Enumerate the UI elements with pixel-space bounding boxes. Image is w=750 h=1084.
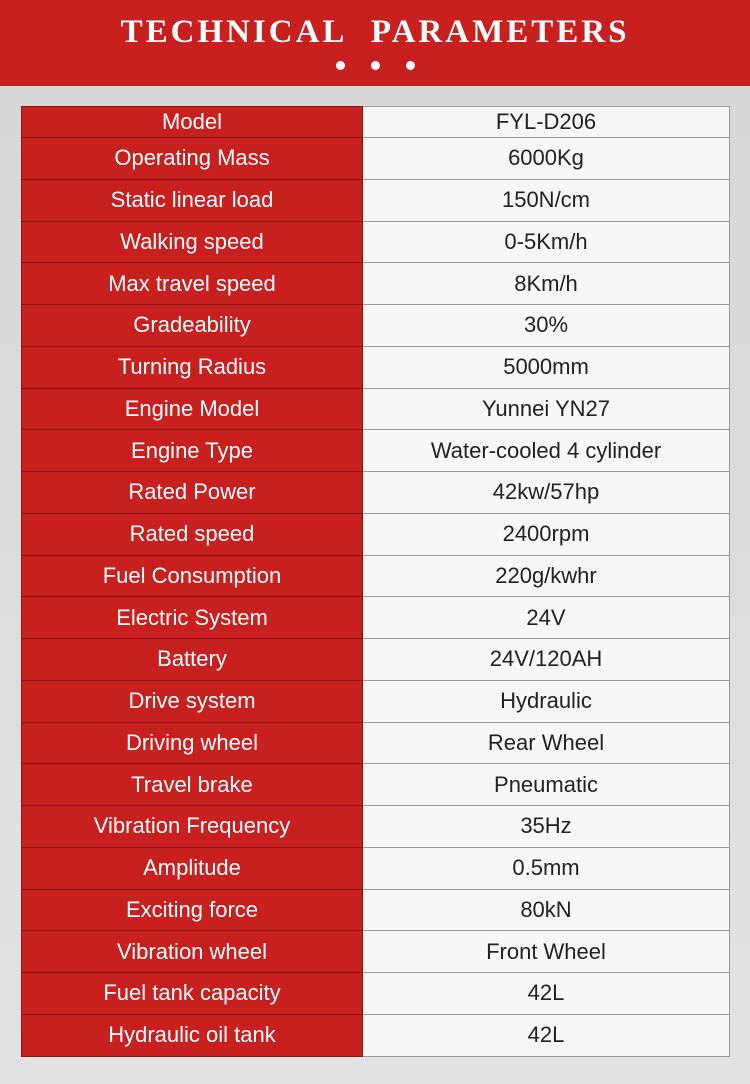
- spec-label: Exciting force: [22, 889, 363, 931]
- spec-value: FYL-D206: [363, 107, 730, 138]
- spec-value: 24V: [363, 597, 730, 639]
- spec-value: Hydraulic: [363, 680, 730, 722]
- spec-label: Amplitude: [22, 847, 363, 889]
- dot-icon: [371, 61, 380, 70]
- spec-label: Fuel tank capacity: [22, 973, 363, 1015]
- page-title: TECHNICAL PARAMETERS: [120, 14, 630, 50]
- spec-label: Turning Radius: [22, 346, 363, 388]
- spec-value: 24V/120AH: [363, 639, 730, 681]
- spec-value: Water-cooled 4 cylinder: [363, 430, 730, 472]
- spec-label: Vibration wheel: [22, 931, 363, 973]
- spec-label: Vibration Frequency: [22, 806, 363, 848]
- spec-value: 2400rpm: [363, 513, 730, 555]
- table-row: [22, 597, 730, 639]
- dot-icon: [336, 61, 345, 70]
- table-row: [22, 764, 730, 806]
- spec-label: Engine Model: [22, 388, 363, 430]
- spec-label: Static linear load: [22, 179, 363, 221]
- spec-label: Max travel speed: [22, 263, 363, 305]
- spec-table: [21, 106, 730, 1057]
- table-row: [22, 138, 730, 180]
- spec-label: Rated speed: [22, 513, 363, 555]
- spec-value: 80kN: [363, 889, 730, 931]
- table-row: [22, 346, 730, 388]
- spec-label: Operating Mass: [22, 138, 363, 180]
- table-row: [22, 973, 730, 1015]
- table-row: [22, 179, 730, 221]
- table-row: [22, 107, 730, 138]
- spec-value: Pneumatic: [363, 764, 730, 806]
- table-row: [22, 931, 730, 973]
- table-row: [22, 305, 730, 347]
- table-row: [22, 263, 730, 305]
- spec-value: 8Km/h: [363, 263, 730, 305]
- spec-label: Electric System: [22, 597, 363, 639]
- spec-label: Travel brake: [22, 764, 363, 806]
- header-banner: [0, 0, 750, 86]
- spec-value: 0.5mm: [363, 847, 730, 889]
- table-row: [22, 847, 730, 889]
- spec-value: 42L: [363, 1014, 730, 1056]
- spec-value: 6000Kg: [363, 138, 730, 180]
- table-row: [22, 1014, 730, 1056]
- table-row: [22, 430, 730, 472]
- decorative-dots: [0, 61, 750, 70]
- spec-value: 42kw/57hp: [363, 472, 730, 514]
- spec-value: 35Hz: [363, 806, 730, 848]
- table-row: [22, 472, 730, 514]
- spec-label: Gradeability: [22, 305, 363, 347]
- spec-value: Yunnei YN27: [363, 388, 730, 430]
- table-row: [22, 388, 730, 430]
- spec-value: 42L: [363, 973, 730, 1015]
- table-row: [22, 513, 730, 555]
- table-row: [22, 722, 730, 764]
- spec-value: Front Wheel: [363, 931, 730, 973]
- spec-label: Fuel Consumption: [22, 555, 363, 597]
- spec-label: Rated Power: [22, 472, 363, 514]
- spec-value: 220g/kwhr: [363, 555, 730, 597]
- spec-label: Drive system: [22, 680, 363, 722]
- spec-label: Driving wheel: [22, 722, 363, 764]
- dot-icon: [406, 61, 415, 70]
- spec-value: 150N/cm: [363, 179, 730, 221]
- table-row: [22, 639, 730, 681]
- table-row: [22, 555, 730, 597]
- spec-label: Engine Type: [22, 430, 363, 472]
- spec-label: Hydraulic oil tank: [22, 1014, 363, 1056]
- spec-value: 0-5Km/h: [363, 221, 730, 263]
- spec-value: Rear Wheel: [363, 722, 730, 764]
- spec-label: Battery: [22, 639, 363, 681]
- spec-value: 5000mm: [363, 346, 730, 388]
- table-row: [22, 806, 730, 848]
- table-row: [22, 221, 730, 263]
- table-row: [22, 889, 730, 931]
- table-row: [22, 680, 730, 722]
- spec-label: Walking speed: [22, 221, 363, 263]
- spec-value: 30%: [363, 305, 730, 347]
- spec-label: Model: [22, 107, 363, 138]
